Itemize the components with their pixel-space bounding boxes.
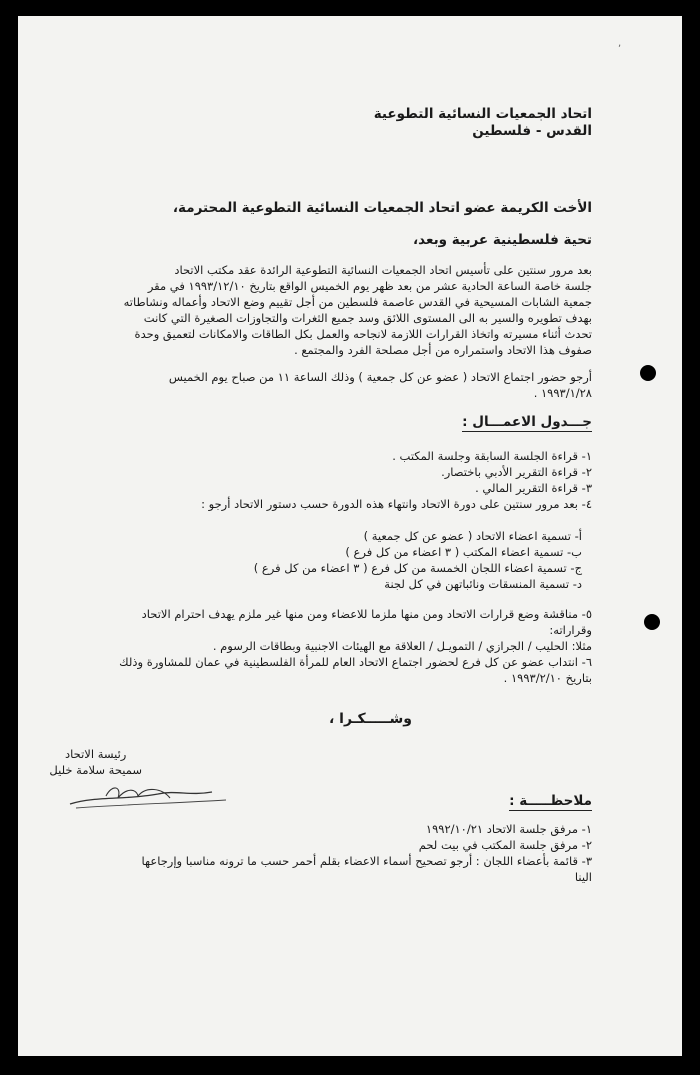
note-item: ٣- قائمة بأعضاء اللجان : أرجو تصحيح أسماء الاعضاء بقلم أحمر حسب ما ترونه مناسبا وإرجاعها <box>141 854 592 868</box>
signature-name: سميحة سلامة خليل <box>49 763 142 777</box>
body-paragraph <box>124 262 592 358</box>
agenda-item-6-line: ٦- انتداب عضو عن كل فرع لحضور اجتماع الاتحاد العام للمرأة الفلسطينية في عمان للمشاورة وذلك <box>119 655 592 669</box>
body-line: بعد مرور سنتين على تأسيس اتحاد الجمعيات النسائية التطوعية الرائدة عقد مكتب الاتحاد <box>174 263 592 277</box>
salutation: الأخت الكريمة عضو اتحاد الجمعيات النسائية التطوعية المحترمة، <box>172 200 592 216</box>
agenda-item: ٤- بعد مرور سنتين على دورة الاتحاد وانتهاء هذه الدورة حسب دستور الاتحاد أرجو : <box>201 497 592 511</box>
note-item: الينا <box>574 870 592 884</box>
greeting: تحية فلسطينية عربية وبعد، <box>413 232 592 248</box>
letterhead <box>374 106 592 140</box>
agenda-sub-item: ب- تسمية اعضاء المكتب ( ٣ اعضاء من كل فرع ) <box>345 545 582 559</box>
agenda-list <box>201 448 592 512</box>
agenda-item: ٣- قراءة التقرير المالي . <box>475 481 592 495</box>
agenda-item-5 <box>142 606 592 654</box>
notes-list <box>142 821 592 885</box>
agenda-item-6 <box>119 654 592 686</box>
agenda-item: ٢- قراءة التقرير الأدبي باختصار. <box>441 465 592 479</box>
agenda-sub-item: د- تسمية المنسقات ونائباتهن في كل لجنة <box>384 577 582 591</box>
note-item: ١- مرفق جلسة الاتحاد ١٩٩٢/١٠/٢١ <box>425 822 592 836</box>
body-line: جمعية الشابات المسيحية في القدس عاصمة فلسطين من أجل تقييم وضع الاتحاد وأعماله ونشاطاته <box>123 295 592 309</box>
agenda-item: ١- قراءة الجلسة السابقة وجلسة المكتب . <box>392 449 592 463</box>
org-name: اتحاد الجمعيات النسائية التطوعية <box>373 106 592 122</box>
agenda-item-5-line: ٥- مناقشة وضع قرارات الاتحاد ومن منها ملزما للاعضاء ومن منها غير ملزم يهدف احترام الاتحاد <box>141 607 592 621</box>
corner-mark: , <box>618 38 622 49</box>
org-city: القدس - فلسطين <box>472 123 592 139</box>
invitation-line: أرجو حضور اجتماع الاتحاد ( عضو عن كل جمعية ) وذلك الساعة ١١ من صباح يوم الخميس <box>168 370 592 384</box>
body-line: صفوف هذا الاتحاد واستمراره من أجل مصلحة الفرد والمجتمع . <box>294 343 592 357</box>
body-line: تحدث أثناء مسيرته واتخاذ القرارات اللازمة لانجاحه والعمل بكل الطاقات والامكانات لتعميق وحدة <box>134 327 592 341</box>
thanks: وشـــــكـرا ، <box>328 711 412 727</box>
notes-title: ملاحظـــــة : <box>509 793 592 809</box>
punch-hole-top <box>640 365 656 381</box>
agenda-item-5-example: مثلا: الحليب / الجرازي / التمويـل / العلاقة مع الهيئات الاجنبية وبطاقات الرسوم . <box>212 639 592 653</box>
agenda-item-6-line: بتاريخ ١٩٩٣/٢/١٠ . <box>503 671 592 685</box>
invitation-date: ١٩٩٣/١/٢٨ . <box>533 386 592 400</box>
agenda-title: جـــدول الاعمـــال : <box>462 414 592 430</box>
agenda-sub-item: أ- تسمية اعضاء الاتحاد ( عضو عن كل جمعية ) <box>363 529 582 543</box>
agenda-item-5-line: وقراراته: <box>549 623 592 637</box>
handwritten-signature <box>66 774 236 814</box>
note-item: ٢- مرفق جلسة المكتب في بيت لحم <box>418 838 592 852</box>
agenda-sub-item: ج- تسمية اعضاء اللجان الخمسة من كل فرع ( ٣ اعضاء من كل فرع ) <box>253 561 582 575</box>
invitation <box>169 369 592 401</box>
signature-title: رئيسة الاتحاد <box>65 747 127 761</box>
agenda-sub-list <box>254 528 582 592</box>
letter-page <box>18 16 682 1056</box>
body-line: بهدف تطويره والسير به الى المستوى اللائق وسد جميع الثغرات والتجاوزات الصغيرة التي كانت <box>143 311 592 325</box>
body-line: جلسة خاصة الساعة الحادية عشر من بعد ظهر يوم الخميس الواقع بتاريخ ١٩٩٣/١٢/١٠ في مقر <box>147 279 592 293</box>
punch-hole-bottom <box>644 614 660 630</box>
